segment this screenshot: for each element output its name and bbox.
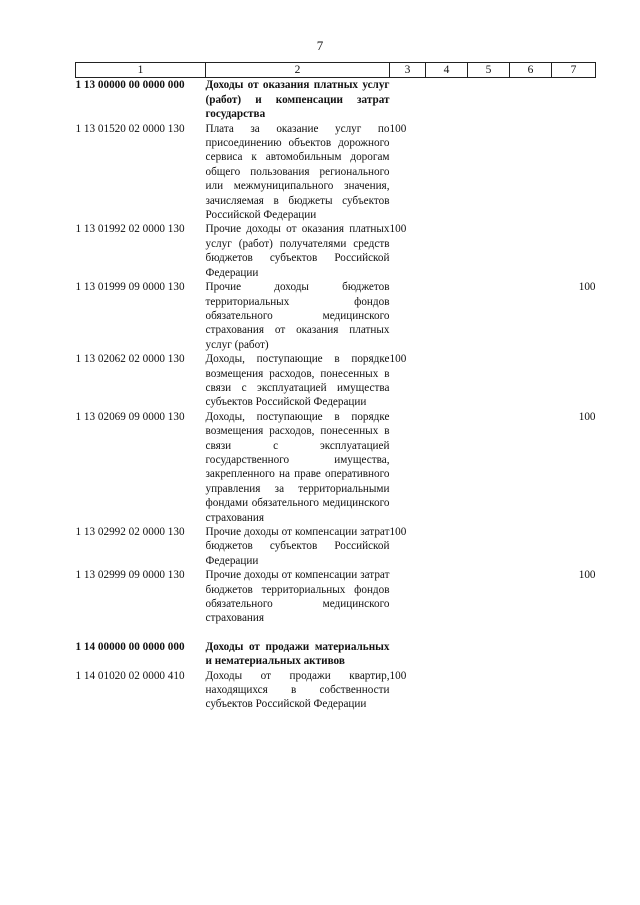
budget-code: 1 13 00000 00 0000 000 [75,79,185,92]
budget-code: 1 13 01992 02 0000 130 [75,223,185,236]
table-row [76,352,596,410]
value-column-4 [426,640,468,669]
budget-classification-table [75,62,596,712]
value-column-3: 100 [389,122,407,135]
value-column-7 [552,222,596,280]
value-column-6 [510,568,552,626]
value-column-7 [552,640,596,669]
value-column-3 [390,640,426,669]
table-header-row [76,63,596,78]
value-column-4 [426,669,468,712]
value-column-4 [426,568,468,626]
budget-code: 1 14 00000 00 0000 000 [75,640,185,653]
income-name: Прочие доходы от компенсации затрат бюджетов территориальных фондов обязательного медицинского страхования [205,569,390,625]
budget-code: 1 13 02069 09 0000 130 [75,410,185,423]
table-row [76,410,596,525]
value-column-5 [468,669,510,712]
value-column-3: 100 [389,526,407,538]
column-header-1: 1 [76,63,206,78]
budget-code: 1 13 02999 09 0000 130 [75,569,185,582]
value-column-4 [426,222,468,280]
value-column-5 [468,280,510,352]
column-header-7: 7 [552,63,596,78]
value-column-3 [390,568,426,626]
value-column-6 [510,525,552,568]
income-name: Доходы, поступающие в порядке возмещения расходов, понесенных в связи с эксплуатацией имущества субъектов Российской Федерации [205,353,390,409]
value-column-7: 100 [578,281,596,294]
income-name: Доходы от продажи материальных и нематериальных активов [205,640,390,668]
value-column-3 [390,410,426,525]
value-column-7: 100 [578,410,596,423]
value-column-5 [468,222,510,280]
value-column-7 [552,352,596,410]
column-header-3: 3 [390,63,426,78]
value-column-6 [510,122,552,223]
value-column-6 [510,410,552,525]
column-header-5: 5 [468,63,510,78]
table-row [76,78,596,122]
table-row [76,222,596,280]
value-column-3 [390,78,426,122]
value-column-5 [468,122,510,223]
value-column-5 [468,525,510,568]
table-row [76,280,596,352]
value-column-5 [468,640,510,669]
budget-code: 1 13 01520 02 0000 130 [75,122,185,135]
value-column-3 [390,280,426,352]
table-row [76,568,596,626]
value-column-7 [552,669,596,712]
value-column-6 [510,222,552,280]
value-column-6 [510,280,552,352]
budget-code: 1 13 02062 02 0000 130 [75,353,185,366]
value-column-4 [426,352,468,410]
value-column-4 [426,78,468,122]
column-header-2: 2 [206,63,390,78]
table-row [76,525,596,568]
table-row [76,640,596,669]
value-column-4 [426,525,468,568]
value-column-3: 100 [389,669,407,682]
value-column-5 [468,352,510,410]
value-column-7 [552,525,596,568]
budget-code: 1 13 01999 09 0000 130 [75,281,185,294]
value-column-7: 100 [578,569,596,582]
value-column-3: 100 [389,223,407,236]
column-header-4: 4 [426,63,468,78]
income-name: Прочие доходы от оказания платных услуг (работ) получателями средств бюджетов субъектов Российской Федерации [205,223,390,279]
value-column-6 [510,352,552,410]
income-name: Прочие доходы от компенсации затрат бюджетов субъектов Российской Федерации [205,526,390,567]
budget-code: 1 13 02992 02 0000 130 [75,526,185,538]
value-column-6 [510,669,552,712]
value-column-5 [468,568,510,626]
value-column-4 [426,280,468,352]
value-column-5 [468,410,510,525]
income-name: Плата за оказание услуг по присоединению объектов дорожного сервиса к автомобильным дорогам общего пользования регионального или межмуниципального значения, зачисляемая в бюджеты субъектов Российской Федерации [205,122,390,222]
table-row [76,669,596,712]
budget-code: 1 14 01020 02 0000 410 [75,669,185,682]
table-row [76,122,596,223]
value-column-7 [552,78,596,122]
value-column-6 [510,78,552,122]
income-name: Прочие доходы бюджетов территориальных фондов обязательного медицинского страхования от оказания платных услуг (работ) [205,281,390,351]
income-name: Доходы от продажи квартир, находящихся в собственности субъектов Российской Федерации [205,669,390,711]
value-column-3: 100 [389,353,407,366]
income-name: Доходы от оказания платных услуг (работ) и компенсации затрат государства [205,79,390,121]
page-number: 7 [316,38,324,53]
value-column-6 [510,640,552,669]
value-column-4 [426,122,468,223]
spacer-row [76,626,596,640]
value-column-4 [426,410,468,525]
income-name: Доходы, поступающие в порядке возмещения расходов, понесенных в связи с эксплуатацией государственного имущества, закрепленного на праве оперативного управления за территориальными фондами обязательного медицинского страхования [205,410,390,524]
value-column-5 [468,78,510,122]
value-column-7 [552,122,596,223]
column-header-6: 6 [510,63,552,78]
